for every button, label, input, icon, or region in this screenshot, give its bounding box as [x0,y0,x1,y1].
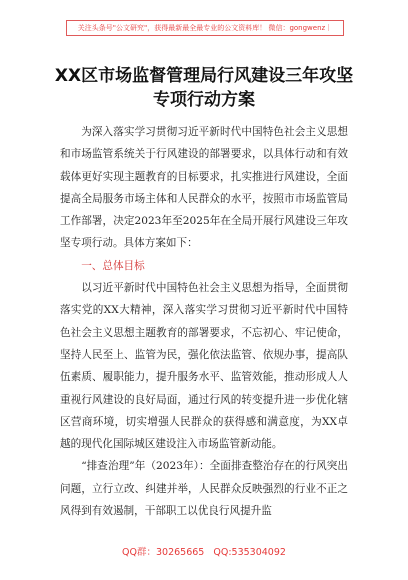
qq-group-text: QQ群：30265665 [122,547,205,558]
overall-goal-paragraph: 以习近平新时代中国特色社会主义思想为指导，全面贯彻落实党的XX大精神，深入落实学习贯彻习近平新时代中国特色社会主义思想主题教育的部署要求，不忘初心、牢记使命，坚持人民至上、监管为民，强化依法监管、依规办事，提高队伍素质、履职能力，提升服务水平、监管效能，推动形成人人重视行风建设的良好局面，通过行风的转变提升进一步优化辖区营商环境，切实增强人民群众的获得感和满意度，为XX卓越的现代化国际城区建设注入市场监管新动能。 [60,282,348,451]
promo-banner: 关注头条号"公文研究"，获得最新最全最专业的公文资料库！ 微信：gongwenz｜ [66,20,344,36]
intro-paragraph: 为深入落实学习贯彻习近平新时代中国特色社会主义思想和市场监管系统关于行风建设的部署要求，以具体行动和有效载体更好实现主题教育的目标要求，扎实推进行风建设，全面提高全局服务市场主体和人民群众的水平，按照市市场监管局工作部署，决定2023年至2025年在全局开展行风建设三年攻坚专项行动。具体方案如下： [60,126,348,250]
document-body [60,121,348,522]
qq-text: QQ:535304092 [213,547,286,558]
section-heading-overall-goal: 一、总体目标 [81,259,145,272]
document-title: XX区市场监督管理局行风建设三年攻坚专项行动方案 [54,66,354,110]
phase-paragraph: “排查治理”年（2023年）：全面排查整治存在的行风突出问题，立行立改、纠建并举，人民群众反映强烈的行业不正之风得到有效遏制，干部职工以优良行风提升监 [60,460,348,518]
footer-contact [0,544,408,558]
